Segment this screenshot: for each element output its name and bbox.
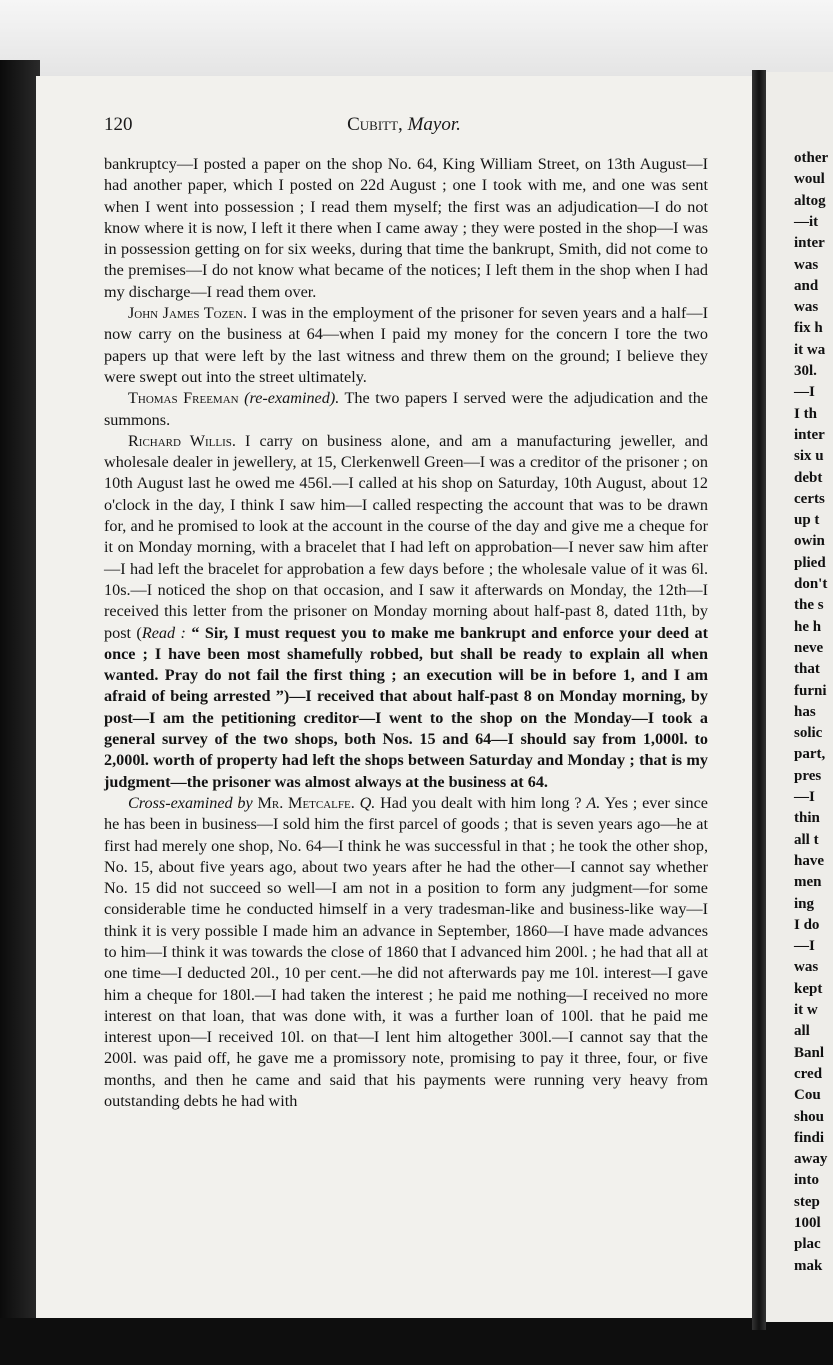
facing-page-line: I do bbox=[794, 916, 820, 933]
facing-page-line: plied bbox=[794, 554, 826, 571]
counsel-name: Mr. Metcalfe. bbox=[257, 793, 355, 812]
witness-name: Thomas Freeman bbox=[128, 389, 239, 408]
facing-page-line: was bbox=[794, 959, 819, 976]
facing-page-line: certs bbox=[794, 490, 825, 507]
paragraph-freeman bbox=[104, 388, 708, 431]
paragraph-text: Yes ; ever since he has been in business—I sold him the first parcel of goods ; that is seven years ago—he at first had merely one shop, No. 64—I think he was successful in that ; he took the other shop, No. 15, about five years ago, about two years after he had the other—I cannot say whether No. 15 did not succeed so well—I am not in a position to form any judgment—for some considerable time he conducted himself in a very tradesman-like and business-like way—I think it is very possible I made him an advance in September, 1860—I have made advances to him—I think it was towards the close of 1860 that I advanced him 200l. ; he had that all at one time—I deducted 20l., 10 per cent.—he did not afterwards pay me 10l. interest—I gave him a cheque for 180l.—I had taken the interest ; he paid me nothing—I received no more interest on that loan, that was done with, it was a further loan of 100l. that he paid me interest upon—I received 10l. on that—I lent him altogether 300l.—I cannot say that the 200l. was paid off, he gave me a promissory note, promising to pay it three, four, or five months, and then he came and said that his payments were running very heavy from outstanding debts he had with bbox=[104, 793, 708, 1111]
facing-page-line: don't bbox=[794, 576, 828, 592]
facing-page-line: furni bbox=[794, 682, 827, 699]
paragraph-1 bbox=[104, 154, 708, 303]
facing-page-line: plac bbox=[794, 1236, 821, 1253]
facing-page-line: I th bbox=[794, 405, 817, 422]
paragraph-willis bbox=[104, 431, 708, 793]
scan-top-margin bbox=[0, 0, 833, 78]
facing-page-line: part, bbox=[794, 746, 826, 763]
cross-examined-label: Cross-examined by bbox=[128, 793, 253, 812]
facing-page-line: woul bbox=[794, 171, 825, 188]
facing-page-line: have bbox=[794, 852, 824, 869]
facing-page-line: debt bbox=[794, 469, 823, 486]
page-number: 120 bbox=[104, 114, 133, 135]
facing-page-line: and bbox=[794, 277, 819, 294]
book-page bbox=[36, 76, 752, 1318]
paragraph-text: bankruptcy—I posted a paper on the shop No. 64, King William Street, on 13th August—I had another paper, which I posted on 22d August ; one I took with me, and one was sent when I went into possession ; I read them myself; the first was an adjudication—I do not know where it is now, I left it there when I came away ; they were posted in the shop—I was in possession getting on for six weeks, during that time the bankrupt, Smith, did not come to the premises—I do not know what became of the notices; I left them in the shop when I had my discharge—I read them over. bbox=[104, 155, 708, 301]
facing-page-line: step bbox=[794, 1193, 820, 1210]
page-body bbox=[104, 154, 708, 1112]
facing-page-line: Cou bbox=[794, 1087, 821, 1104]
facing-page-line: ing bbox=[794, 895, 815, 912]
facing-page-line: he h bbox=[794, 618, 822, 635]
running-head-title: Mayor. bbox=[407, 114, 461, 135]
letter-text: “ Sir, I must request you to make me bankrupt and enforce your deed at once ; I have been most shamefully robbed, but shall be ready to explain all when wanted. Pray do not fail the first thing ; an execution will be in before 1, and I am afraid of being arrested ”)—I received that about half-past 8 on Monday morning, by post—I am the petitioning creditor—I went to the shop on the Monday—I took a general survey of the two shops, both Nos. 15 and 64—I should say from 1,000l. to 2,000l. worth of property had left the shops between Saturday and Monday ; that is my judgment—the prisoner was almost always at the business at 64. bbox=[104, 623, 708, 791]
question-marker: Q. bbox=[359, 793, 376, 812]
facing-page-line: solic bbox=[794, 725, 823, 742]
facing-page-line: shou bbox=[794, 1108, 825, 1125]
facing-page-line: thin bbox=[794, 810, 820, 827]
facing-page-line: away bbox=[794, 1151, 828, 1168]
question-text: Had you dealt with him long ? bbox=[375, 793, 587, 812]
read-label: Read : bbox=[141, 623, 186, 642]
witness-name: Richard Willis. bbox=[128, 431, 236, 450]
running-head bbox=[104, 114, 704, 136]
facing-page-line: fix h bbox=[794, 320, 823, 337]
facing-page-line: other bbox=[794, 150, 829, 166]
facing-page-line: 100l bbox=[794, 1215, 821, 1231]
paragraph-tozen bbox=[104, 303, 708, 388]
scan-bottom-edge bbox=[0, 1318, 833, 1365]
scan-left-shadow bbox=[0, 60, 40, 1365]
facing-page-line: 30l. bbox=[794, 363, 817, 379]
facing-page-line: it w bbox=[794, 1002, 818, 1018]
facing-page-edge bbox=[766, 72, 833, 1322]
facing-page-line: was bbox=[794, 299, 819, 316]
facing-page-line: findi bbox=[794, 1129, 825, 1146]
paragraph-text: I carry on business alone, and am a manufacturing jeweller, and wholesale dealer in jewellery, at 15, Clerkenwell Green—I was a creditor of the prisoner ; on 10th August last he owed me 456l.—I called at his shop on Saturday, 10th August, about 12 o'clock in the day, I think I saw him—I called respecting the account that was to be drawn for, and he promised to look at the account in the course of the day and give me a cheque for it on Monday morning, with a bracelet that I had left on approbation—I never saw him after—I had left the bracelet for approbation a few days before ; the wholesale value of it was 6l. 10s.—I noticed the shop on that occasion, and I saw it afterwards on Monday, the 12th—I received this letter from the prisoner on Monday morning about half-past 8, dated 11th, by post ( bbox=[104, 431, 708, 642]
facing-page-line: kept bbox=[794, 980, 823, 997]
facing-page-line: —I bbox=[794, 789, 815, 805]
facing-page-line: inter bbox=[794, 235, 825, 252]
facing-page-line: cred bbox=[794, 1065, 823, 1082]
facing-page-line: mak bbox=[794, 1257, 823, 1274]
facing-page-line: altog bbox=[794, 192, 826, 209]
facing-page-line: up t bbox=[794, 512, 820, 529]
running-head-name: Cubitt, bbox=[347, 114, 403, 135]
book-gutter bbox=[752, 70, 766, 1330]
paragraph-text: The two papers I served were the adjudication and the summons. bbox=[104, 389, 708, 429]
facing-page-line: neve bbox=[794, 639, 824, 656]
page-header bbox=[104, 114, 704, 138]
facing-page-line: it wa bbox=[794, 341, 826, 358]
paragraph-text: I was in the employment of the prisoner for seven years and a half—I now carry on the business at 64—when I paid my money for the concern I tore the two papers up that were left by the last witness and threw them on the ground; I believe they were swept out into the street ultimately. bbox=[104, 304, 708, 386]
facing-page-line: men bbox=[794, 874, 822, 891]
answer-marker: A. bbox=[586, 793, 601, 812]
facing-page-line: owin bbox=[794, 533, 825, 550]
facing-page-line: the s bbox=[794, 597, 824, 614]
facing-page-line: pres bbox=[794, 767, 822, 784]
paragraph-cross-examination bbox=[104, 793, 708, 1112]
facing-page-line: into bbox=[794, 1172, 820, 1189]
facing-page-line: Banl bbox=[794, 1044, 825, 1061]
witness-note: (re-examined). bbox=[244, 389, 340, 408]
facing-page-line: all t bbox=[794, 831, 819, 848]
witness-name: John James Tozen. bbox=[128, 304, 248, 323]
facing-page-line: inter bbox=[794, 426, 825, 443]
facing-page-line: six u bbox=[794, 448, 824, 465]
facing-page-line: that bbox=[794, 661, 820, 678]
facing-page-line: —I bbox=[794, 384, 815, 401]
facing-page-line: all bbox=[794, 1023, 810, 1040]
facing-page-line: has bbox=[794, 703, 816, 720]
facing-page-line: was bbox=[794, 256, 819, 273]
facing-page-line: —I bbox=[794, 938, 815, 955]
facing-page-line: —it bbox=[794, 213, 819, 230]
